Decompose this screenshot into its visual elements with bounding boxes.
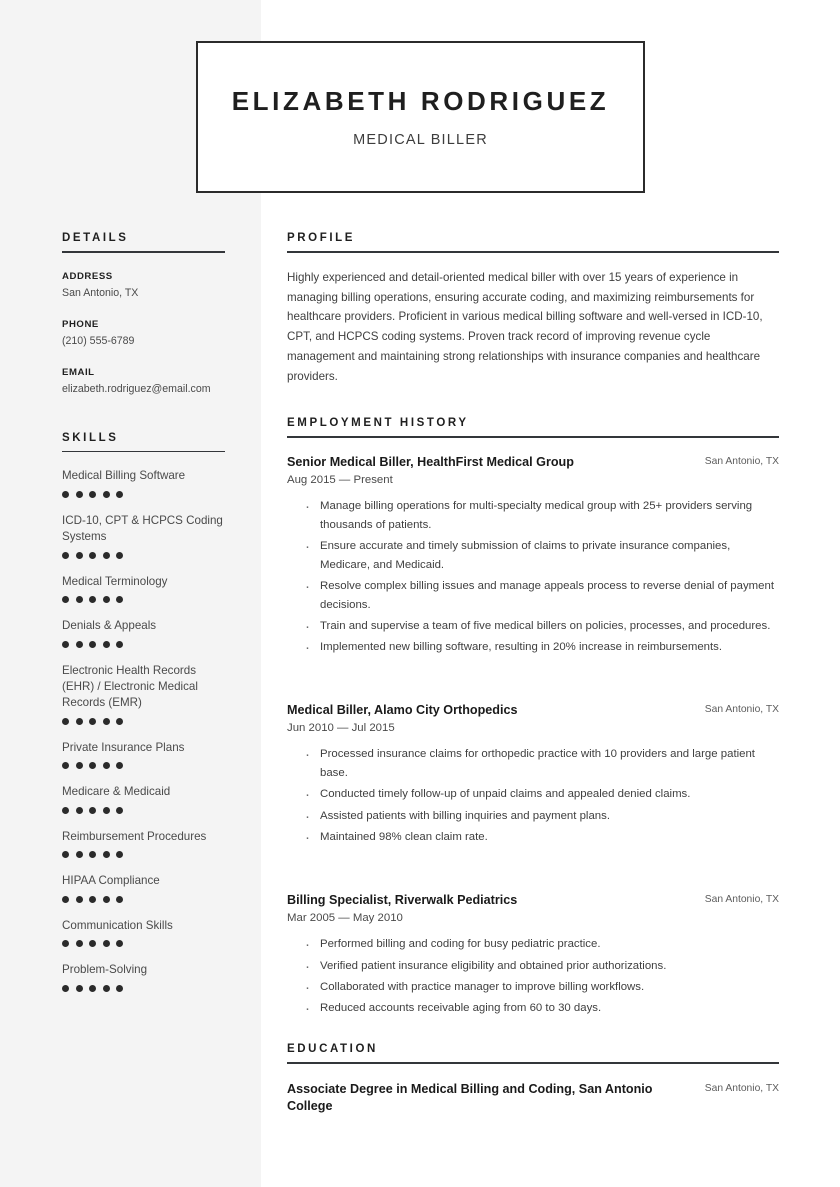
job-bullet: · Maintained 98% clean claim rate.: [305, 828, 779, 846]
job-bullet-list: [287, 745, 779, 846]
job-bullet: · Verified patient insurance eligibility and obtained prior authorizations.: [305, 957, 779, 975]
rating-dot-icon: [76, 807, 83, 814]
job-bullet: · Collaborated with practice manager to improve billing workflows.: [305, 978, 779, 996]
rating-dot-icon: [89, 641, 96, 648]
skill-name: Communication Skills: [62, 918, 173, 932]
skill-rating-dots: [62, 641, 225, 648]
profile-text: Highly experienced and detail-oriented medical biller with over 15 years of experience in managing billing operations, ensuring accurate coding, and maximizing reimbursements for healthcare providers. Proficient in various medical billing software and well-versed in ICD-10, CPT, and HCPCS coding systems. Proven track record of improving revenue cycle management and maintaining strong relationships with insurance companies and healthcare providers.: [287, 270, 763, 384]
skills-section: [62, 432, 225, 992]
detail-label: ADDRESS: [62, 270, 113, 282]
sidebar-column: [62, 232, 225, 1007]
job-bullet: · Implemented new billing software, resulting in 20% increase in reimbursements.: [305, 638, 779, 656]
profile-heading: PROFILE: [287, 232, 356, 244]
job-location: San Antonio, TX: [704, 893, 779, 905]
header-name-box: [196, 41, 645, 193]
rating-dot-icon: [103, 596, 110, 603]
candidate-job-title: MEDICAL BILLER: [353, 131, 488, 148]
rating-dot-icon: [116, 641, 123, 648]
skill-name: Private Insurance Plans: [62, 740, 185, 754]
detail-label: PHONE: [62, 318, 99, 330]
rating-dot-icon: [76, 596, 83, 603]
skill-rating-dots: [62, 896, 225, 903]
job-bullet: · Processed insurance claims for orthopedic practice with 10 providers and large patient base.: [305, 745, 779, 782]
rating-dot-icon: [62, 940, 69, 947]
skills-list: [62, 468, 225, 991]
skill-rating-dots: [62, 807, 225, 814]
skill-rating-dots: [62, 552, 225, 559]
rating-dot-icon: [89, 807, 96, 814]
skill-item: [62, 784, 225, 813]
skill-rating-dots: [62, 718, 225, 725]
skill-item: [62, 962, 225, 991]
details-list: [62, 271, 225, 398]
rating-dot-icon: [62, 641, 69, 648]
rating-dot-icon: [116, 491, 123, 498]
detail-block: [62, 271, 225, 301]
employment-heading: EMPLOYMENT HISTORY: [287, 417, 469, 430]
rating-dot-icon: [62, 807, 69, 814]
job-title: Senior Medical Biller, HealthFirst Medical Group: [287, 454, 574, 469]
job-bullet: · Manage billing operations for multi-specialty medical group with 25+ providers serving thousands of patients.: [305, 497, 779, 534]
job-title: Billing Specialist, Riverwalk Pediatrics: [287, 892, 518, 907]
education-heading: EDUCATION: [287, 1042, 378, 1055]
job-header-row: [287, 892, 779, 909]
skill-rating-dots: [62, 851, 225, 858]
job-dates: Jun 2010 — Jul 2015: [287, 722, 395, 735]
job-bullet: · Assisted patients with billing inquiries and payment plans.: [305, 807, 779, 825]
skill-item: [62, 829, 225, 858]
job-dates: Aug 2015 — Present: [287, 474, 393, 487]
job-entry: [287, 892, 779, 1018]
job-entry: [287, 702, 779, 847]
skill-rating-dots: [62, 940, 225, 947]
job-location: San Antonio, TX: [704, 455, 779, 467]
details-divider: [62, 251, 225, 253]
main-column: [287, 232, 779, 1115]
detail-value: San Antonio, TX: [62, 286, 139, 299]
rating-dot-icon: [116, 851, 123, 858]
rating-dot-icon: [89, 491, 96, 498]
rating-dot-icon: [76, 641, 83, 648]
skills-heading: SKILLS: [62, 431, 119, 444]
skill-item: [62, 873, 225, 902]
rating-dot-icon: [76, 718, 83, 725]
job-header-row: [287, 702, 779, 719]
job-bullet: · Conducted timely follow-up of unpaid claims and appealed denied claims.: [305, 785, 779, 803]
skill-rating-dots: [62, 762, 225, 769]
job-location: San Antonio, TX: [704, 703, 779, 715]
skill-name: Electronic Health Records (EHR) / Electronic Medical Records (EMR): [62, 663, 198, 710]
job-title: Medical Biller, Alamo City Orthopedics: [287, 702, 518, 717]
rating-dot-icon: [103, 940, 110, 947]
rating-dot-icon: [116, 985, 123, 992]
rating-dot-icon: [116, 807, 123, 814]
rating-dot-icon: [89, 596, 96, 603]
job-bullet: · Train and supervise a team of five medical billers on policies, processes, and procedures.: [305, 617, 779, 635]
job-bullet: · Reduced accounts receivable aging from 60 to 30 days.: [305, 999, 779, 1017]
rating-dot-icon: [116, 896, 123, 903]
skill-item: [62, 574, 225, 603]
skill-item: [62, 918, 225, 947]
rating-dot-icon: [103, 896, 110, 903]
details-section: [62, 232, 225, 398]
detail-block: [62, 319, 225, 349]
skill-name: Denials & Appeals: [62, 619, 157, 633]
skill-item: [62, 740, 225, 769]
detail-value: (210) 555-6789: [62, 334, 135, 347]
rating-dot-icon: [76, 552, 83, 559]
rating-dot-icon: [103, 552, 110, 559]
spacer: [287, 1021, 779, 1043]
job-bullet: · Resolve complex billing issues and manage appeals process to reverse denial of payment decisions.: [305, 577, 779, 614]
education-divider: [287, 1062, 779, 1064]
rating-dot-icon: [89, 718, 96, 725]
spacer: [287, 850, 779, 876]
rating-dot-icon: [62, 596, 69, 603]
spacer: [287, 660, 779, 686]
rating-dot-icon: [76, 896, 83, 903]
education-header-row: [287, 1081, 779, 1116]
employment-divider: [287, 436, 779, 438]
job-bullet: · Performed billing and coding for busy pediatric practice.: [305, 935, 779, 953]
rating-dot-icon: [62, 896, 69, 903]
rating-dot-icon: [103, 491, 110, 498]
skill-item: [62, 468, 225, 497]
rating-dot-icon: [62, 491, 69, 498]
skill-name: Reimbursement Procedures: [62, 829, 207, 843]
candidate-name: ELIZABETH RODRIGUEZ: [231, 86, 610, 117]
skill-rating-dots: [62, 596, 225, 603]
skill-name: Medical Terminology: [62, 574, 168, 588]
rating-dot-icon: [103, 762, 110, 769]
rating-dot-icon: [89, 762, 96, 769]
rating-dot-icon: [62, 718, 69, 725]
rating-dot-icon: [116, 718, 123, 725]
education-section: [287, 1043, 779, 1115]
rating-dot-icon: [76, 851, 83, 858]
rating-dot-icon: [103, 718, 110, 725]
jobs-list: [287, 454, 779, 1018]
job-header-row: [287, 454, 779, 471]
job-dates: Mar 2005 — May 2010: [287, 912, 403, 925]
skill-name: Problem-Solving: [62, 963, 148, 977]
rating-dot-icon: [89, 552, 96, 559]
rating-dot-icon: [103, 641, 110, 648]
rating-dot-icon: [76, 762, 83, 769]
rating-dot-icon: [116, 940, 123, 947]
education-list: [287, 1081, 779, 1116]
rating-dot-icon: [103, 807, 110, 814]
skill-name: Medicare & Medicaid: [62, 785, 171, 799]
job-bullet: · Ensure accurate and timely submission of claims to private insurance companies, Medicare, and Medicaid.: [305, 537, 779, 574]
skill-item: [62, 618, 225, 647]
education-entry: [287, 1081, 779, 1116]
rating-dot-icon: [116, 762, 123, 769]
rating-dot-icon: [62, 851, 69, 858]
rating-dot-icon: [103, 985, 110, 992]
skill-rating-dots: [62, 491, 225, 498]
rating-dot-icon: [62, 552, 69, 559]
skill-name: Medical Billing Software: [62, 469, 186, 483]
rating-dot-icon: [89, 940, 96, 947]
detail-value: elizabeth.rodriguez@email.com: [62, 383, 211, 396]
rating-dot-icon: [116, 552, 123, 559]
detail-label: EMAIL: [62, 367, 95, 379]
job-bullet-list: [287, 497, 779, 657]
rating-dot-icon: [76, 491, 83, 498]
skill-name: HIPAA Compliance: [62, 874, 160, 888]
skill-name: ICD-10, CPT & HCPCS Coding Systems: [62, 513, 223, 544]
profile-section: [287, 232, 779, 387]
detail-block: [62, 367, 225, 397]
spacer: [62, 398, 225, 432]
rating-dot-icon: [103, 851, 110, 858]
skills-divider: [62, 451, 225, 453]
details-heading: DETAILS: [62, 232, 129, 244]
rating-dot-icon: [89, 896, 96, 903]
rating-dot-icon: [89, 985, 96, 992]
job-entry: [287, 454, 779, 657]
education-title: Associate Degree in Medical Billing and Coding, San Antonio College: [287, 1081, 653, 1113]
skill-item: [62, 663, 225, 725]
rating-dot-icon: [62, 985, 69, 992]
rating-dot-icon: [89, 851, 96, 858]
rating-dot-icon: [116, 596, 123, 603]
job-bullet-list: [287, 935, 779, 1018]
spacer: [287, 387, 779, 417]
profile-divider: [287, 251, 779, 253]
education-location: San Antonio, TX: [704, 1082, 779, 1094]
rating-dot-icon: [62, 762, 69, 769]
rating-dot-icon: [76, 985, 83, 992]
rating-dot-icon: [76, 940, 83, 947]
skill-rating-dots: [62, 985, 225, 992]
employment-section: [287, 417, 779, 1018]
skill-item: [62, 513, 225, 559]
